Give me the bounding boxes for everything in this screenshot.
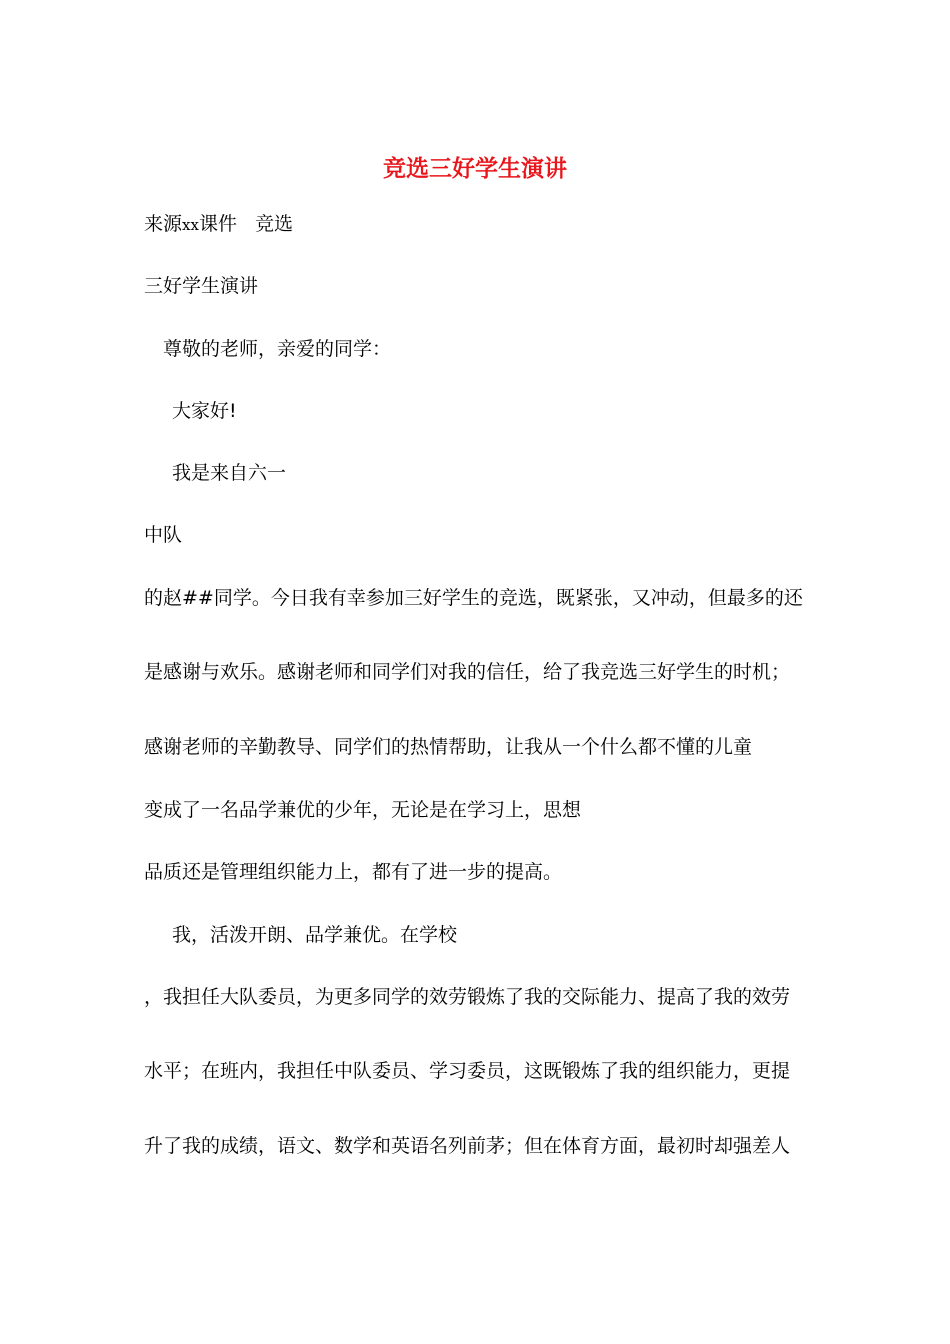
text-line: 大家好! [172,400,237,422]
text-line: 我是来自六一 [172,462,287,484]
text-line: 变成了一名品学兼优的少年，无论是在学习上，思想 [144,799,582,821]
text-line: 品质还是管理组织能力上，都有了进一步的提高。 [144,861,563,883]
text-line: 感谢老师的辛勤教导、同学们的热情帮助，让我从一个什么都不懂的儿童 [144,736,753,758]
source-suffix: 课件 [198,213,237,235]
text-line: 尊敬的老师，亲爱的同学： [163,338,392,360]
text-line: 升了我的成绩，语文、数学和英语名列前茅；但在体育方面，最初时却强差人 [144,1135,791,1157]
text-line: 中队 [144,524,183,546]
text-line: 的赵##同学。今日我有幸参加三好学生的竞选，既紧张，又冲动，但最多的还 [144,587,803,609]
source-xx: xx [182,216,199,234]
text-line: 是感谢与欢乐。感谢老师和同学们对我的信任，给了我竞选三好学生的时机； [144,661,791,683]
source-line [144,211,293,238]
text-line: 三好学生演讲 [144,275,259,297]
text-line: ，我担任大队委员，为更多同学的效劳锻炼了我的交际能力、提高了我的效劳 [144,986,791,1008]
text-line: 水平；在班内，我担任中队委员、学习委员，这既锻炼了我的组织能力，更提 [144,1060,791,1082]
source-tag: 竞选 [254,213,293,235]
text-line: 我，活泼开朗、品学兼优。在学校 [172,924,458,946]
document-title: 竞选三好学生演讲 [383,156,567,182]
source-prefix: 来源 [144,213,183,235]
